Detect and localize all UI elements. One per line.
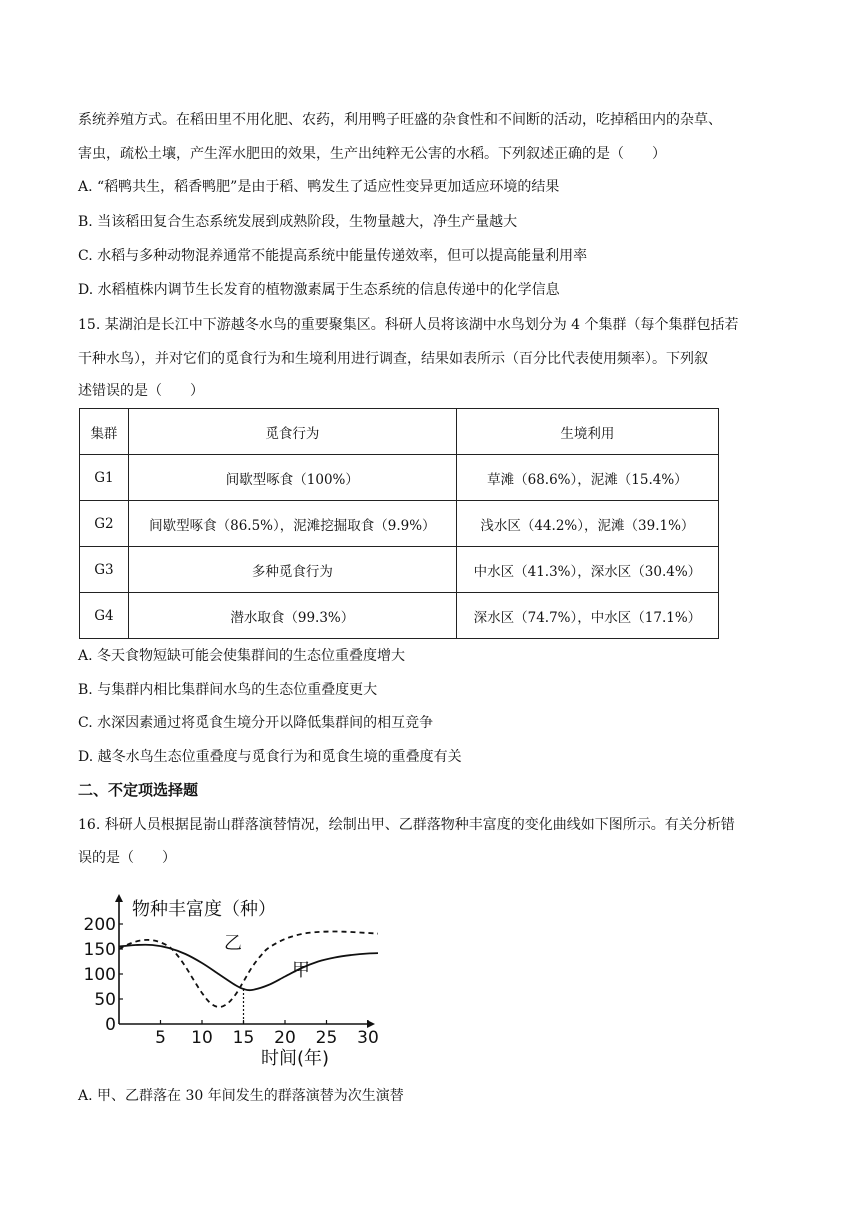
- x-tick-label: 20: [274, 1028, 296, 1048]
- q15-option-b: B. 与集群内相比集群间水鸟的生态位重叠度更大: [78, 682, 378, 698]
- q15-stem-line-1: 15. 某湖泊是长江中下游越冬水鸟的重要聚集区。科研人员将该湖中水鸟划分为 4 个集群（每个集群包括若: [78, 317, 739, 333]
- q15-option-d: D. 越冬水鸟生态位重叠度与觅食行为和觅食生境的重叠度有关: [78, 749, 462, 765]
- table-row: [80, 455, 719, 501]
- series-label-jia: 甲: [292, 960, 310, 981]
- table-row: [80, 593, 719, 639]
- table-cell: 间歇型啄食（86.5%），泥滩挖掘取食（9.9%）: [128, 501, 456, 547]
- q16-stem-line-1: 16. 科研人员根据昆嵛山群落演替情况，绘制出甲、乙群落物种丰富度的变化曲线如下图所示。有关分析错: [78, 817, 735, 833]
- q15-stem-line-2: 干种水鸟），并对它们的觅食行为和生境利用进行调查，结果如表所示（百分比代表使用频率）。下列叙: [78, 351, 708, 367]
- table-cell: G1: [80, 455, 129, 501]
- y-axis-arrow: [115, 894, 123, 902]
- intro-line-2: 害虫，疏松土壤，产生浑水肥田的效果，生产出纯粹无公害的水稻。下列叙述正确的是（ ）: [78, 146, 666, 162]
- q15-option-a: A. 冬天食物短缺可能会使集群间的生态位重叠度增大: [78, 648, 406, 664]
- q16-stem-line-2: 误的是（ ）: [78, 850, 176, 866]
- table-cell: 间歇型啄食（100%）: [128, 455, 456, 501]
- series-line-jia: [119, 945, 378, 991]
- x-tick-label: 15: [232, 1028, 255, 1048]
- y-tick-label: 200: [83, 915, 116, 935]
- table-header-row: [80, 409, 719, 455]
- table-cell: 草滩（68.6%），泥滩（15.4%）: [456, 455, 718, 501]
- q15-option-c: C. 水深因素通过将觅食生境分开以降低集群间的相互竞争: [78, 715, 434, 731]
- series-line-yi: [119, 932, 378, 1008]
- section-heading: 二、不定项选择题: [78, 781, 199, 799]
- q14-option-a: A. “稻鸭共生，稻香鸭肥”是由于稻、鸭发生了适应性变异更加适应环境的结果: [78, 179, 560, 195]
- q14-option-c: C. 水稻与多种动物混养通常不能提高系统中能量传递效率，但可以提高能量利用率: [78, 248, 588, 264]
- habitat-table: [79, 408, 719, 639]
- table-cell: 多种觅食行为: [128, 547, 456, 593]
- table-header-cell: 集群: [80, 409, 129, 455]
- table-row: [80, 501, 719, 547]
- x-tick-label: 25: [315, 1028, 338, 1048]
- richness-chart: [78, 884, 378, 1078]
- q16-option-a: A. 甲、乙群落在 30 年间发生的群落演替为次生演替: [78, 1088, 404, 1104]
- chart-series: [119, 932, 378, 1025]
- table-cell: G2: [80, 501, 129, 547]
- chart-svg: [78, 884, 378, 1074]
- q14-option-b: B. 当该稻田复合生态系统发展到成熟阶段，生物量越大，净生产量越大: [78, 214, 518, 230]
- y-tick-label: 150: [83, 940, 116, 960]
- intro-line-1: 系统养殖方式。在稻田里不用化肥、农药，利用鸭子旺盛的杂食性和不间断的活动，吃掉稻田内的杂草、: [78, 112, 722, 128]
- table-cell: 潜水取食（99.3%）: [128, 593, 456, 639]
- table-cell: 中水区（41.3%），深水区（30.4%）: [456, 547, 718, 593]
- y-axis-label: 物种丰富度（种）: [132, 899, 276, 920]
- y-tick-label: 50: [94, 990, 116, 1010]
- q15-stem-line-3: 述错误的是（ ）: [78, 383, 204, 399]
- x-tick-label: 10: [191, 1028, 213, 1048]
- x-axis-label: 时间(年): [261, 1048, 330, 1069]
- y-tick-label: 100: [83, 965, 116, 985]
- table-row: [80, 547, 719, 593]
- series-label-yi: 乙: [224, 933, 242, 954]
- origin-label: 0: [105, 1015, 116, 1035]
- table-header-cell: 觅食行为: [128, 409, 456, 455]
- x-tick-label: 30: [357, 1028, 378, 1048]
- q14-option-d: D. 水稻植株内调节生长发育的植物激素属于生态系统的信息传递中的化学信息: [78, 282, 560, 298]
- table-cell: G4: [80, 593, 129, 639]
- table-header-cell: 生境利用: [456, 409, 718, 455]
- x-tick-label: 5: [155, 1028, 166, 1048]
- table-cell: 浅水区（44.2%），泥滩（39.1%）: [456, 501, 718, 547]
- table-cell: 深水区（74.7%），中水区（17.1%）: [456, 593, 718, 639]
- table-cell: G3: [80, 547, 129, 593]
